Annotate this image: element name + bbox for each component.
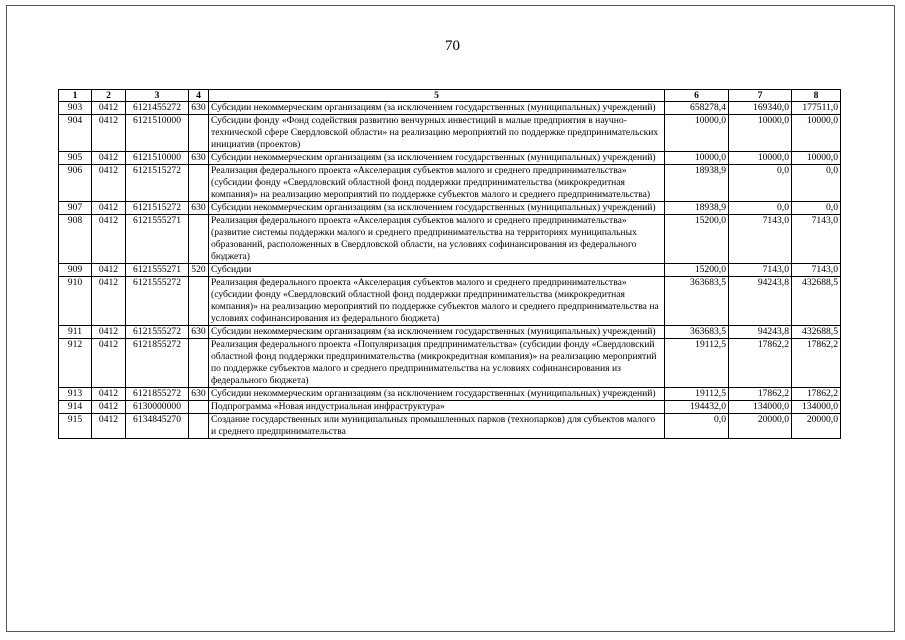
amount-col7: 17862,2 — [729, 339, 792, 388]
row-number: 910 — [59, 277, 92, 326]
expense-type-code — [189, 401, 209, 414]
amount-col8: 134000,0 — [792, 401, 841, 414]
target-article-code: 6134845270 — [126, 414, 189, 439]
expense-type-code — [189, 215, 209, 264]
expense-type-code: 520 — [189, 264, 209, 277]
expense-type-code — [189, 339, 209, 388]
amount-col8: 432688,5 — [792, 277, 841, 326]
expense-type-code: 630 — [189, 326, 209, 339]
amount-col7: 10000,0 — [729, 115, 792, 152]
amount-col6: 10000,0 — [665, 152, 729, 165]
column-header: 1 — [59, 90, 92, 102]
column-header: 3 — [126, 90, 189, 102]
table-row — [59, 215, 841, 264]
expense-type-code — [189, 165, 209, 202]
section-code: 0412 — [92, 339, 126, 388]
row-name: Субсидии — [209, 264, 665, 277]
column-header: 4 — [189, 90, 209, 102]
table-row — [59, 401, 841, 414]
amount-col8: 7143,0 — [792, 264, 841, 277]
column-header: 5 — [209, 90, 665, 102]
section-code: 0412 — [92, 165, 126, 202]
row-name: Подпрограмма «Новая индустриальная инфраструктура» — [209, 401, 665, 414]
amount-col6: 19112,5 — [665, 388, 729, 401]
header-row — [59, 90, 841, 102]
amount-col6: 10000,0 — [665, 115, 729, 152]
target-article-code: 6121555272 — [126, 326, 189, 339]
amount-col6: 194432,0 — [665, 401, 729, 414]
row-name: Реализация федерального проекта «Акселерация субъектов малого и среднего предпринимательства» (субсидии фонду «Свердловский областной фонд поддержки предпринимательства (микрокредитная компания)» на реализацию мероприятий по поддержке субъектов малого и среднего предпринимательства на условиях софинансирования из федерального бюджета) — [209, 277, 665, 326]
amount-col7: 134000,0 — [729, 401, 792, 414]
expense-type-code — [189, 277, 209, 326]
amount-col6: 0,0 — [665, 414, 729, 439]
expense-type-code: 630 — [189, 152, 209, 165]
amount-col6: 363683,5 — [665, 277, 729, 326]
table-row — [59, 326, 841, 339]
amount-col8: 7143,0 — [792, 215, 841, 264]
row-name: Субсидии некоммерческим организациям (за исключением государственных (муниципальных) учреждений) — [209, 152, 665, 165]
target-article-code: 6121455272 — [126, 102, 189, 115]
table-row — [59, 339, 841, 388]
target-article-code: 6121555271 — [126, 264, 189, 277]
target-article-code: 6121555271 — [126, 215, 189, 264]
row-name: Реализация федерального проекта «Популяризация предпринимательства» (субсидии фонду «Свердловский областной фонд поддержки предпринимательства (микрокредитная компания)» на реализацию мероприятий по поддержке субъектов малого и среднего предпринимательства на условиях софинансирования из федерального бюджета) — [209, 339, 665, 388]
amount-col7: 20000,0 — [729, 414, 792, 439]
amount-col8: 0,0 — [792, 202, 841, 215]
expense-type-code: 630 — [189, 388, 209, 401]
section-code: 0412 — [92, 102, 126, 115]
amount-col8: 10000,0 — [792, 115, 841, 152]
row-number: 909 — [59, 264, 92, 277]
target-article-code: 6121510000 — [126, 115, 189, 152]
amount-col8: 10000,0 — [792, 152, 841, 165]
target-article-code: 6130000000 — [126, 401, 189, 414]
amount-col6: 658278,4 — [665, 102, 729, 115]
row-name: Субсидии некоммерческим организациям (за исключением государственных (муниципальных) учреждений) — [209, 326, 665, 339]
section-code: 0412 — [92, 215, 126, 264]
row-number: 906 — [59, 165, 92, 202]
column-header: 8 — [792, 90, 841, 102]
row-name: Реализация федерального проекта «Акселерация субъектов малого и среднего предпринимательства» (субсидии фонду «Свердловский областной фонд поддержки предпринимательства (микрокредитная компания)» на реализацию мероприятий по поддержке субъектов малого и среднего предпринимательства) — [209, 165, 665, 202]
amount-col6: 18938,9 — [665, 165, 729, 202]
table-row — [59, 115, 841, 152]
section-code: 0412 — [92, 264, 126, 277]
amount-col6: 363683,5 — [665, 326, 729, 339]
amount-col7: 0,0 — [729, 202, 792, 215]
row-number: 912 — [59, 339, 92, 388]
target-article-code: 6121515272 — [126, 202, 189, 215]
table-row — [59, 102, 841, 115]
table-row — [59, 202, 841, 215]
amount-col8: 177511,0 — [792, 102, 841, 115]
section-code: 0412 — [92, 388, 126, 401]
row-name: Субсидии фонду «Фонд содействия развитию венчурных инвестиций в малые предприятия в научно-технической сфере Свердловской области» на реализацию мероприятий по поддержке предпринимательских инициатив (проектов) — [209, 115, 665, 152]
expense-type-code — [189, 414, 209, 439]
target-article-code: 6121515272 — [126, 165, 189, 202]
amount-col6: 18938,9 — [665, 202, 729, 215]
row-number: 907 — [59, 202, 92, 215]
amount-col7: 94243,8 — [729, 326, 792, 339]
amount-col6: 15200,0 — [665, 215, 729, 264]
expense-type-code: 630 — [189, 102, 209, 115]
amount-col6: 19112,5 — [665, 339, 729, 388]
page-number: 70 — [445, 38, 460, 54]
table-row — [59, 277, 841, 326]
amount-col7: 94243,8 — [729, 277, 792, 326]
target-article-code: 6121555272 — [126, 277, 189, 326]
target-article-code: 6121510000 — [126, 152, 189, 165]
row-number: 908 — [59, 215, 92, 264]
row-number: 915 — [59, 414, 92, 439]
row-number: 913 — [59, 388, 92, 401]
column-header: 2 — [92, 90, 126, 102]
amount-col7: 0,0 — [729, 165, 792, 202]
target-article-code: 6121855272 — [126, 388, 189, 401]
section-code: 0412 — [92, 152, 126, 165]
amount-col7: 169340,0 — [729, 102, 792, 115]
section-code: 0412 — [92, 401, 126, 414]
section-code: 0412 — [92, 115, 126, 152]
expense-type-code: 630 — [189, 202, 209, 215]
amount-col7: 7143,0 — [729, 264, 792, 277]
row-number: 911 — [59, 326, 92, 339]
column-header: 6 — [665, 90, 729, 102]
row-name: Субсидии некоммерческим организациям (за исключением государственных (муниципальных) учреждений) — [209, 102, 665, 115]
amount-col8: 17862,2 — [792, 339, 841, 388]
row-number: 914 — [59, 401, 92, 414]
amount-col8: 0,0 — [792, 165, 841, 202]
amount-col8: 20000,0 — [792, 414, 841, 439]
table-row — [59, 152, 841, 165]
amount-col6: 15200,0 — [665, 264, 729, 277]
row-name: Субсидии некоммерческим организациям (за исключением государственных (муниципальных) учреждений) — [209, 202, 665, 215]
section-code: 0412 — [92, 326, 126, 339]
row-name: Реализация федерального проекта «Акселерация субъектов малого и среднего предпринимательства» (развитие системы поддержки малого и среднего предпринимательства на территориях муниципальных образований, расположенных в Свердловской области, на условиях софинансирования из федерального бюджета) — [209, 215, 665, 264]
budget-table — [58, 89, 841, 439]
amount-col7: 17862,2 — [729, 388, 792, 401]
row-number: 905 — [59, 152, 92, 165]
amount-col8: 17862,2 — [792, 388, 841, 401]
amount-col7: 7143,0 — [729, 215, 792, 264]
amount-col8: 432688,5 — [792, 326, 841, 339]
target-article-code: 6121855272 — [126, 339, 189, 388]
section-code: 0412 — [92, 202, 126, 215]
table-row — [59, 414, 841, 439]
section-code: 0412 — [92, 414, 126, 439]
table-row — [59, 165, 841, 202]
table-row — [59, 264, 841, 277]
expense-type-code — [189, 115, 209, 152]
table-row — [59, 388, 841, 401]
row-number: 903 — [59, 102, 92, 115]
section-code: 0412 — [92, 277, 126, 326]
amount-col7: 10000,0 — [729, 152, 792, 165]
column-header: 7 — [729, 90, 792, 102]
row-number: 904 — [59, 115, 92, 152]
row-name: Субсидии некоммерческим организациям (за исключением государственных (муниципальных) учреждений) — [209, 388, 665, 401]
row-name: Создание государственных или муниципальных промышленных парков (технопарков) для субъектов малого и среднего предпринимательства — [209, 414, 665, 439]
